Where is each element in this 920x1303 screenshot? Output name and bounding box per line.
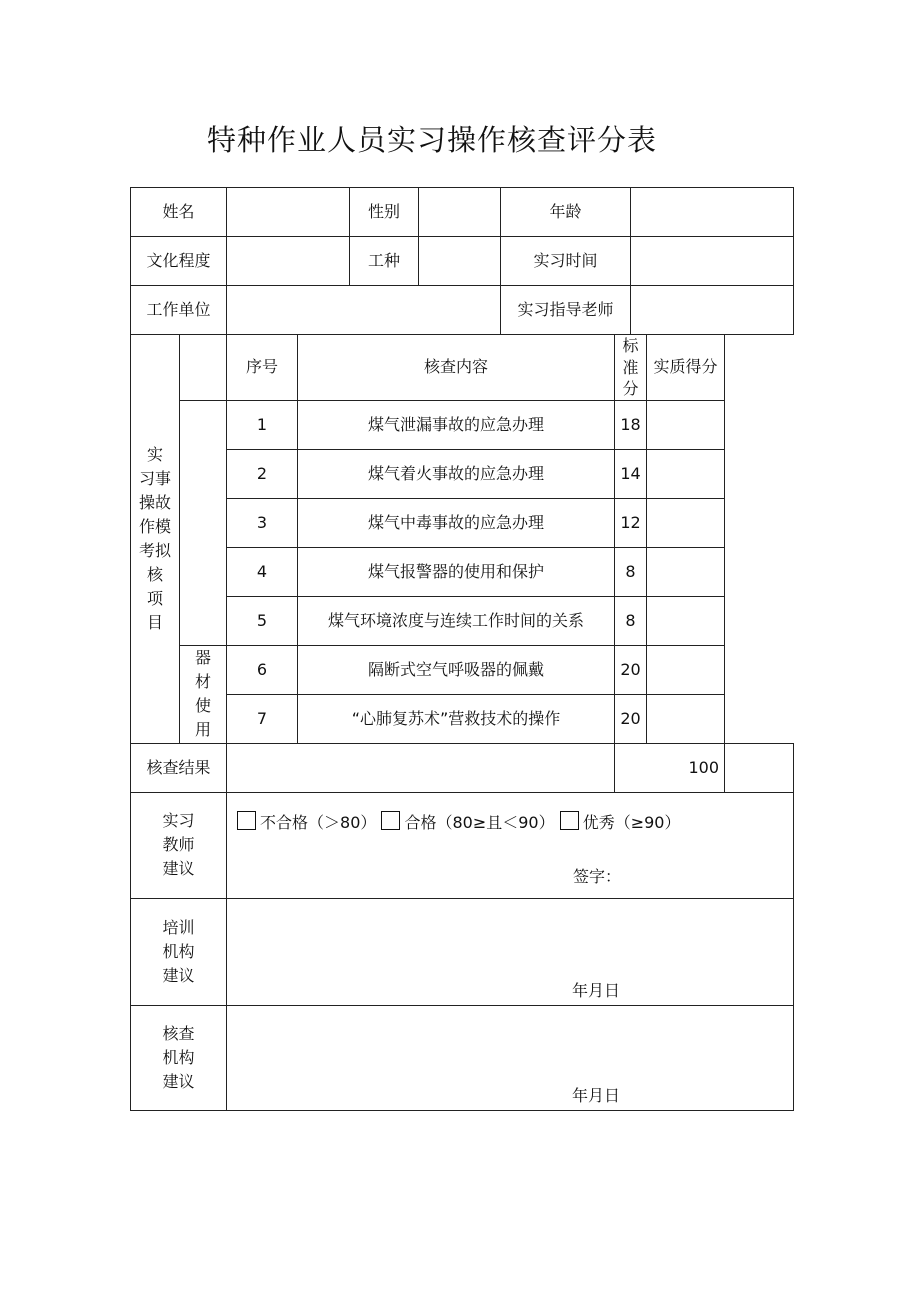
equipment-label: 器 材 使 用 [180,645,227,743]
option-pass[interactable]: 合格（80≥且＜90） [381,813,554,832]
row-standard-score: 20 [615,694,647,743]
row-seq: 1 [227,400,298,449]
subgroup-header-cell [180,335,227,401]
instructor-field[interactable] [631,286,794,335]
row-actual-score[interactable] [647,645,725,694]
workplace-label: 工作单位 [131,286,227,335]
header-content: 核查内容 [298,335,615,401]
header-standard: 标准 分 [615,335,647,401]
row-seq: 5 [227,596,298,645]
name-field[interactable] [227,188,350,237]
age-field[interactable] [631,188,794,237]
education-field[interactable] [227,237,350,286]
row-actual-score[interactable] [647,400,725,449]
subgroup-blank-cell [180,400,227,645]
signature-label: 签字： [573,866,622,886]
header-seq: 序号 [227,335,298,401]
result-field[interactable] [227,743,615,792]
date-label: 年月日 [572,980,621,1000]
result-label: 核查结果 [131,743,227,792]
row-seq: 6 [227,645,298,694]
result-total: 100 [615,743,725,792]
checkbox-icon[interactable] [560,811,579,830]
row-standard-score: 18 [615,400,647,449]
row-content: 煤气泄漏事故的应急办理 [298,400,615,449]
education-label: 文化程度 [131,237,227,286]
trade-field[interactable] [419,237,501,286]
name-label: 姓名 [131,188,227,237]
workplace-field[interactable] [227,286,501,335]
row-actual-score[interactable] [647,547,725,596]
row-actual-score[interactable] [647,498,725,547]
section-label: 实 习事 操故 作模 考拟 核 项 目 [131,335,180,744]
instructor-label: 实习指导老师 [501,286,631,335]
teacher-advice-field[interactable] [227,792,794,898]
internship-time-field[interactable] [631,237,794,286]
age-label: 年龄 [501,188,631,237]
score-table [130,187,794,1111]
row-seq: 3 [227,498,298,547]
option-excellent[interactable]: 优秀（≥90） [560,813,681,832]
option-fail[interactable]: 不合格（＞80） [237,813,376,832]
row-standard-score: 8 [615,547,647,596]
row-standard-score: 20 [615,645,647,694]
gender-label: 性别 [350,188,419,237]
checkbox-icon[interactable] [381,811,400,830]
row-standard-score: 14 [615,449,647,498]
row-seq: 4 [227,547,298,596]
header-actual: 实质得分 [647,335,725,401]
row-seq: 7 [227,694,298,743]
row-actual-score[interactable] [647,694,725,743]
checkbox-icon[interactable] [237,811,256,830]
row-seq: 2 [227,449,298,498]
row-content: 煤气环境浓度与连续工作时间的关系 [298,596,615,645]
row-actual-score[interactable] [647,449,725,498]
training-advice-label: 培训 机构 建议 [131,898,227,1005]
internship-time-label: 实习时间 [501,237,631,286]
page-title: 特种作业人员实习操作核查评分表 [206,123,657,157]
row-content: “心肺复苏术”营救技术的操作 [298,694,615,743]
review-advice-label: 核查 机构 建议 [131,1005,227,1110]
teacher-advice-label: 实习 教师 建议 [131,792,227,898]
row-content: 煤气报警器的使用和保护 [298,547,615,596]
row-actual-score[interactable] [647,596,725,645]
row-content: 煤气着火事故的应急办理 [298,449,615,498]
result-actual-total[interactable] [725,743,794,792]
gender-field[interactable] [419,188,501,237]
date-label: 年月日 [572,1085,621,1105]
row-content: 隔断式空气呼吸器的佩戴 [298,645,615,694]
row-standard-score: 12 [615,498,647,547]
row-content: 煤气中毒事故的应急办理 [298,498,615,547]
review-advice-field[interactable] [227,1005,794,1110]
training-advice-field[interactable] [227,898,794,1005]
row-standard-score: 8 [615,596,647,645]
trade-label: 工种 [350,237,419,286]
